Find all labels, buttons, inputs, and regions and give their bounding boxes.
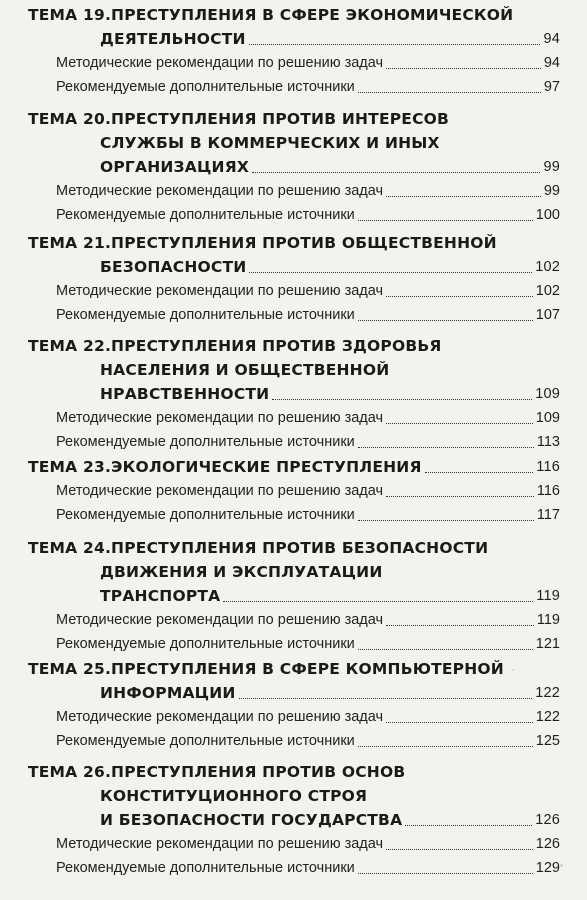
entry-page-number: 113 <box>536 434 560 450</box>
entry-label: Методические рекомендации по решению задач <box>56 283 384 299</box>
topic-title-line: ДЕЯТЕЛЬНОСТИ <box>100 30 246 48</box>
entry-page-number: 99 <box>543 183 560 199</box>
dot-leader <box>386 196 541 197</box>
topic-title-line: ПРЕСТУПЛЕНИЯ ПРОТИВ БЕЗОПАСНОСТИ <box>111 539 489 557</box>
entry-label: Рекомендуемые дополнительные источники <box>56 207 355 223</box>
entry-page-number: 94 <box>543 55 560 71</box>
entry-label: Методические рекомендации по решению задач <box>56 483 384 499</box>
toc-entry-sources[interactable] <box>28 75 560 99</box>
dot-leader <box>358 320 533 321</box>
topic-heading[interactable] <box>28 107 560 179</box>
topic-title-line: ТРАНСПОРТА <box>100 587 221 605</box>
topic-title-line: ЭКОЛОГИЧЕСКИЕ ПРЕСТУПЛЕНИЯ <box>111 458 422 476</box>
topic-title-line: ПРЕСТУПЛЕНИЯ ПРОТИВ ОБЩЕСТВЕННОЙ <box>111 234 497 252</box>
topic-title-line: БЕЗОПАСНОСТИ <box>100 258 247 276</box>
topic-number: ТЕМА 21. <box>28 234 112 252</box>
topic-title-line: НРАВСТВЕННОСТИ <box>100 385 270 403</box>
toc-topic-22 <box>28 334 560 454</box>
toc-topic-20 <box>28 107 560 227</box>
topic-page-number: 119 <box>536 588 560 604</box>
dot-leader <box>252 172 540 173</box>
topic-page-number: 99 <box>543 159 560 175</box>
dot-leader <box>239 698 533 699</box>
entry-label: Рекомендуемые дополнительные источники <box>56 434 355 450</box>
paper-speck <box>512 669 514 671</box>
topic-number: ТЕМА 22. <box>28 337 112 355</box>
topic-title-line: ПРЕСТУПЛЕНИЯ В СФЕРЕ КОМПЬЮТЕРНОЙ <box>111 660 504 678</box>
dot-leader <box>358 220 533 221</box>
topic-number: ТЕМА 25. <box>28 660 112 678</box>
dot-leader <box>358 649 533 650</box>
dot-leader <box>358 447 534 448</box>
topic-number: ТЕМА 24. <box>28 539 112 557</box>
topic-title-line: КОНСТИТУЦИОННОГО СТРОЯ <box>100 787 368 805</box>
entry-page-number: 109 <box>535 410 560 426</box>
toc-topic-26 <box>28 760 560 880</box>
paper-speck <box>560 864 563 867</box>
topic-heading[interactable] <box>28 334 560 406</box>
dot-leader <box>386 722 533 723</box>
topic-title-line: И БЕЗОПАСНОСТИ ГОСУДАРСТВА <box>100 811 403 829</box>
dot-leader <box>425 472 534 473</box>
dot-leader <box>386 423 533 424</box>
dot-leader <box>358 873 533 874</box>
entry-label: Методические рекомендации по решению задач <box>56 709 384 725</box>
dot-leader <box>405 825 532 826</box>
entry-page-number: 119 <box>536 612 560 628</box>
toc-topic-24 <box>28 536 560 656</box>
topic-title-line: ПРЕСТУПЛЕНИЯ ПРОТИВ ЗДОРОВЬЯ <box>111 337 442 355</box>
dot-leader <box>249 44 541 45</box>
toc-entry-methods[interactable] <box>28 479 560 503</box>
topic-title-line: ПРЕСТУПЛЕНИЯ ПРОТИВ ИНТЕРЕСОВ <box>111 110 450 128</box>
topic-page-number: 122 <box>535 685 560 701</box>
topic-title-line: СЛУЖБЫ В КОММЕРЧЕСКИХ И ИНЫХ <box>100 134 440 152</box>
topic-page-number: 102 <box>535 259 560 275</box>
toc-entry-sources[interactable] <box>28 856 560 880</box>
dot-leader <box>386 849 533 850</box>
entry-page-number: 122 <box>535 709 560 725</box>
dot-leader <box>249 272 532 273</box>
topic-page-number: 116 <box>536 459 560 475</box>
toc-entry-methods[interactable] <box>28 406 560 430</box>
dot-leader <box>386 68 541 69</box>
topic-heading[interactable] <box>28 455 560 479</box>
entry-page-number: 97 <box>543 79 560 95</box>
entry-page-number: 126 <box>535 836 560 852</box>
toc-topic-21 <box>28 231 560 327</box>
dot-leader <box>386 296 533 297</box>
dot-leader <box>358 520 534 521</box>
dot-leader <box>358 746 533 747</box>
toc-entry-sources[interactable] <box>28 430 560 454</box>
entry-label: Рекомендуемые дополнительные источники <box>56 733 355 749</box>
entry-label: Методические рекомендации по решению задач <box>56 410 384 426</box>
dot-leader <box>358 92 541 93</box>
entry-page-number: 102 <box>535 283 560 299</box>
toc-entry-methods[interactable] <box>28 705 560 729</box>
entry-label: Методические рекомендации по решению задач <box>56 183 384 199</box>
toc-entry-sources[interactable] <box>28 729 560 753</box>
topic-number: ТЕМА 23. <box>28 458 112 476</box>
entry-label: Рекомендуемые дополнительные источники <box>56 507 355 523</box>
topic-number: ТЕМА 20. <box>28 110 112 128</box>
entry-page-number: 125 <box>535 733 560 749</box>
toc-topic-19 <box>28 3 560 99</box>
entry-label: Методические рекомендации по решению задач <box>56 55 384 71</box>
topic-heading[interactable] <box>28 760 560 832</box>
entry-page-number: 117 <box>536 507 560 523</box>
entry-page-number: 121 <box>535 636 560 652</box>
entry-label: Рекомендуемые дополнительные источники <box>56 636 355 652</box>
dot-leader <box>386 625 534 626</box>
topic-title-line: ПРЕСТУПЛЕНИЯ В СФЕРЕ ЭКОНОМИЧЕСКОЙ <box>111 6 514 24</box>
entry-page-number: 116 <box>536 483 560 499</box>
dot-leader <box>386 496 534 497</box>
toc-entry-methods[interactable] <box>28 832 560 856</box>
toc-entry-methods[interactable] <box>28 279 560 303</box>
toc-entry-sources[interactable] <box>28 503 560 527</box>
topic-heading[interactable] <box>28 231 560 279</box>
dot-leader <box>223 601 533 602</box>
entry-label: Рекомендуемые дополнительные источники <box>56 860 355 876</box>
topic-heading[interactable] <box>28 657 560 705</box>
topic-title-line: ОРГАНИЗАЦИЯХ <box>100 158 249 176</box>
toc-entry-sources[interactable] <box>28 303 560 327</box>
topic-heading[interactable] <box>28 536 560 608</box>
toc-entry-methods[interactable] <box>28 608 560 632</box>
toc-entry-sources[interactable] <box>28 632 560 656</box>
toc-entry-methods[interactable] <box>28 51 560 75</box>
toc-topic-25 <box>28 657 560 753</box>
topic-page-number: 94 <box>543 31 560 47</box>
toc-entry-sources[interactable] <box>28 203 560 227</box>
toc-entry-methods[interactable] <box>28 179 560 203</box>
topic-page-number: 126 <box>535 812 560 828</box>
entry-label: Рекомендуемые дополнительные источники <box>56 79 355 95</box>
topic-number: ТЕМА 26. <box>28 763 112 781</box>
topic-number: ТЕМА 19. <box>28 6 112 24</box>
entry-label: Рекомендуемые дополнительные источники <box>56 307 355 323</box>
topic-title-line: НАСЕЛЕНИЯ И ОБЩЕСТВЕННОЙ <box>100 361 390 379</box>
topic-title-line: ПРЕСТУПЛЕНИЯ ПРОТИВ ОСНОВ <box>111 763 406 781</box>
topic-title-line: ИНФОРМАЦИИ <box>100 684 236 702</box>
toc-topic-23 <box>28 455 560 527</box>
entry-page-number: 100 <box>535 207 560 223</box>
entry-page-number: 107 <box>535 307 560 323</box>
topic-page-number: 109 <box>535 386 560 402</box>
topic-heading[interactable] <box>28 3 560 51</box>
topic-title-line: ДВИЖЕНИЯ И ЭКСПЛУАТАЦИИ <box>100 563 383 581</box>
dot-leader <box>272 399 532 400</box>
entry-label: Методические рекомендации по решению задач <box>56 836 384 852</box>
entry-page-number: 129 <box>535 860 560 876</box>
entry-label: Методические рекомендации по решению задач <box>56 612 384 628</box>
